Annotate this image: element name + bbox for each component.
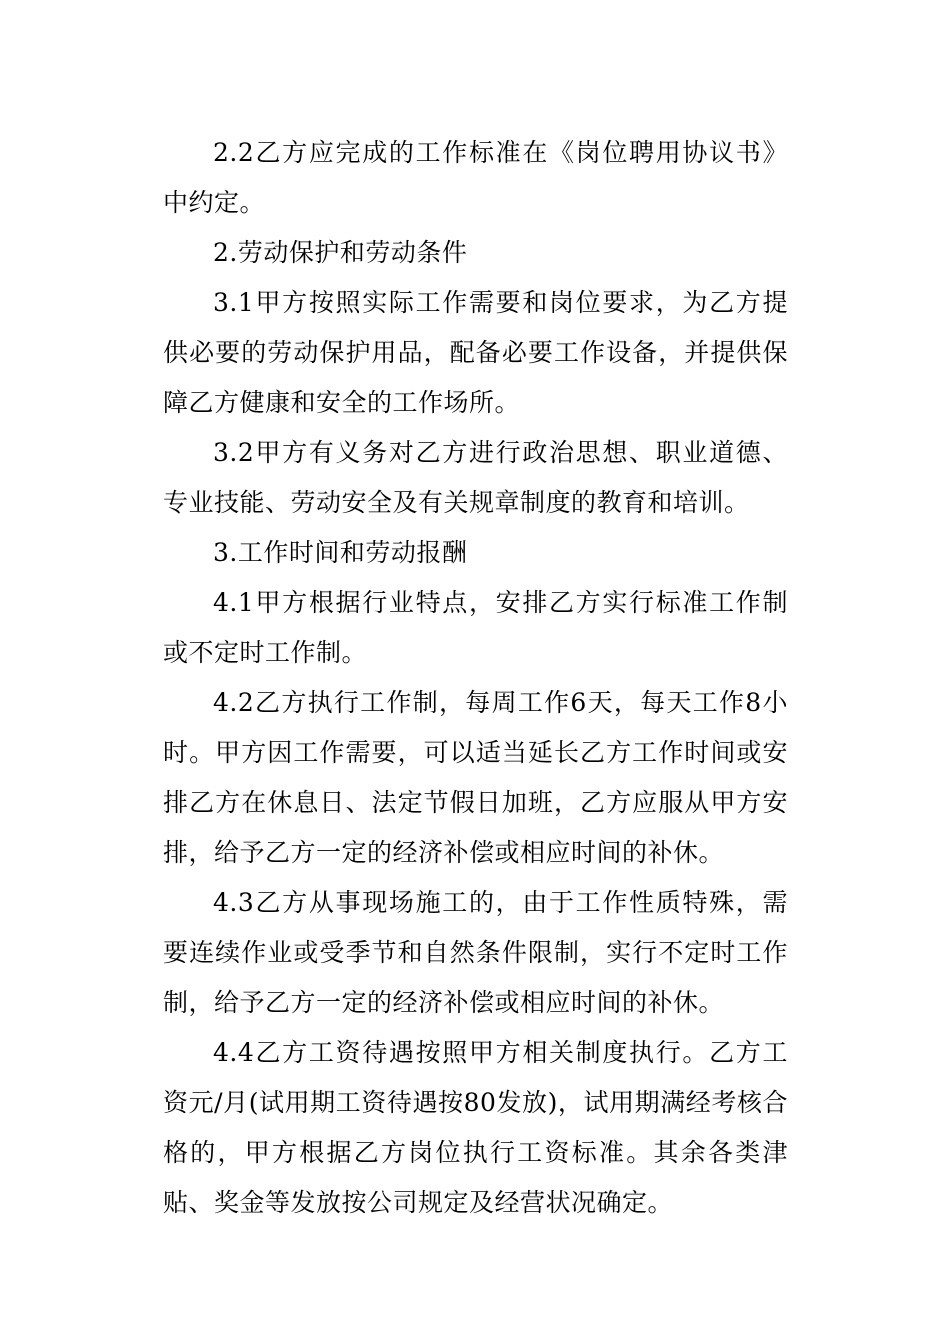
- paragraph-4-2: 4.2乙方执行工作制，每周工作6天，每天工作8小时。甲方因工作需要，可以适当延长乙方工作时间或安排乙方在休息日、法定节假日加班，乙方应服从甲方安排，给予乙方一定的经济补偿或相应时间的补休。: [163, 688, 788, 867]
- heading-labor-protection: 2.劳动保护和劳动条件: [213, 238, 468, 267]
- paragraph-4-4: 4.4乙方工资待遇按照甲方相关制度执行。乙方工资元/月(试用期工资待遇按80发放)，试用期满经考核合格的，甲方根据乙方岗位执行工资标准。其余各类津贴、奖金等发放按公司规定及经营状况确定。: [163, 1038, 788, 1217]
- paragraph-3-2: 3.2甲方有义务对乙方进行政治思想、职业道德、专业技能、劳动安全及有关规章制度的教育和培训。: [163, 438, 788, 517]
- heading-working-hours-pay: 3.工作时间和劳动报酬: [213, 538, 468, 567]
- paragraph-4-3: 4.3乙方从事现场施工的，由于工作性质特殊，需要连续作业或受季节和自然条件限制，实行不定时工作制，给予乙方一定的经济补偿或相应时间的补休。: [163, 888, 788, 1017]
- paragraph-2-2: 2.2乙方应完成的工作标准在《岗位聘用协议书》中约定。: [163, 138, 788, 217]
- paragraph-3-1: 3.1甲方按照实际工作需要和岗位要求，为乙方提供必要的劳动保护用品，配备必要工作设备，并提供保障乙方健康和安全的工作场所。: [163, 288, 788, 417]
- document-body: [163, 128, 788, 1228]
- paragraph-4-1: 4.1甲方根据行业特点，安排乙方实行标准工作制或不定时工作制。: [163, 588, 788, 667]
